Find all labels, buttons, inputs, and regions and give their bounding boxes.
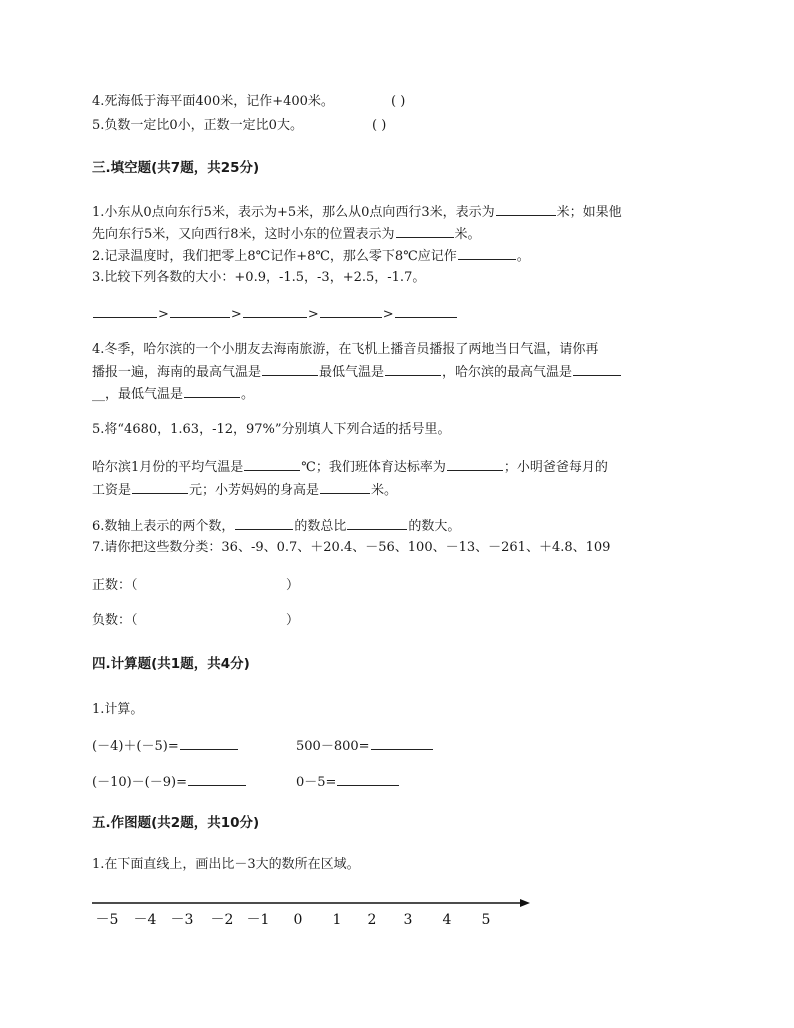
judge-q5-text: 5.负数一定比0小，正数一定比0大。: [92, 118, 303, 133]
fill-q5-text-b: ℃；我们班体育达标率为: [301, 460, 446, 475]
fill-q5-text-a: 哈尔滨1月份的平均气温是: [92, 460, 244, 475]
number-line-tick-label: 2: [367, 912, 377, 928]
number-line-tick-label: 4: [442, 912, 452, 928]
draw-q1: 1.在下面直线上，画出比－3大的数所在区域。: [92, 857, 360, 872]
number-line-tick-label: －4: [133, 912, 157, 928]
calc-expr-2-text: 500－800=: [296, 739, 370, 754]
fill-q6-text-c: 的数大。: [408, 519, 461, 534]
fill-q1-text-c: 先向东行5米，又向西行8米，这时小东的位置表示为: [92, 227, 395, 242]
number-line-tick-label: 5: [481, 912, 491, 928]
fill-q4-text-d: ，哈尔滨的最高气温是: [442, 365, 573, 380]
fill-q4-text-c: 最低气温是: [319, 365, 385, 380]
number-line-arrow-icon: [520, 899, 530, 907]
greater-than-sign: >: [307, 307, 319, 322]
calc-q1: 1.计算。: [92, 702, 144, 717]
fill-q6-text-a: 6.数轴上表示的两个数，: [92, 519, 235, 534]
positive-close-paren: ）: [286, 578, 300, 593]
negative-close-paren: ）: [286, 613, 300, 628]
fill-q7: 7.请你把这些数分类：36、-9、0.7、＋20.4、－56、100、－13、－261、＋4.8、109: [92, 540, 611, 555]
number-line-tick-label: 1: [332, 912, 342, 928]
fill-q4-text-f: 。: [241, 387, 255, 402]
greater-than-sign: >: [158, 307, 169, 322]
greater-than-sign: >: [230, 307, 242, 322]
fill-q2-text-a: 2.记录温度时，我们把零上8℃记作+8℃，那么零下8℃应记作: [92, 249, 457, 264]
number-line-tick-label: 0: [293, 912, 303, 928]
number-line-tick-label: －1: [246, 912, 270, 928]
negative-numbers-label: 负数：（: [92, 613, 138, 628]
calc-expr-4-text: 0－5=: [296, 775, 337, 790]
calc-expr-1-text: (－4)＋(－5)=: [92, 739, 179, 754]
calc-expr-3-text: (－10)－(－9)=: [92, 775, 187, 790]
number-line-tick-label: 3: [403, 912, 413, 928]
judge-q5-answer[interactable]: ( ): [372, 118, 387, 133]
fill-q2-text-b: 。: [516, 249, 530, 264]
fill-q5-text-d: 工资是: [92, 483, 132, 498]
greater-than-sign: >: [382, 307, 394, 322]
section-calc-heading: 四.计算题(共1题，共4分): [92, 656, 250, 672]
fill-q4-line1: 4.冬季，哈尔滨的一个小朋友去海南旅游，在飞机上播音员播报了两地当日气温，请你再: [92, 342, 599, 357]
fill-q1-text-b: 米；如果他: [556, 205, 622, 220]
fill-q5-text-e: 元；小芳妈妈的身高是: [189, 483, 320, 498]
fill-q1-text-a: 1.小东从0点向东行5米，表示为+5米，那么从0点向西行3米，表示为: [92, 205, 495, 220]
section-fill-heading: 三.填空题(共7题，共25分): [92, 160, 260, 176]
fill-q6-text-b: 的数总比: [294, 519, 347, 534]
section-draw-heading: 五.作图题(共2题，共10分): [92, 815, 260, 831]
fill-q5: 5.将“4680，1.63，-12，97%”分别填人下列合适的括号里。: [92, 422, 451, 437]
fill-q3: 3.比较下列各数的大小：+0.9，-1.5，-3，+2.5，-1.7。: [92, 270, 426, 285]
fill-q1-text-d: 米。: [454, 227, 481, 242]
judge-q4-text: 4.死海低于海平面400米，记作+400米。: [92, 94, 334, 109]
fill-q5-text-c: ；小明爸爸每月的: [503, 460, 608, 475]
fill-q4-text-e: __，最低气温是: [92, 387, 184, 402]
positive-numbers-label: 正数：（: [92, 578, 138, 593]
number-line-ticks: [96, 912, 491, 928]
number-line-tick-label: －5: [95, 912, 119, 928]
fill-q5-text-f: 米。: [371, 483, 398, 498]
number-line-tick-label: －3: [170, 912, 194, 928]
number-line-tick-label: －2: [210, 912, 234, 928]
fill-q4-text-b: 播报一遍，海南的最高气温是: [92, 365, 262, 380]
judge-q4-answer[interactable]: ( ): [391, 94, 406, 109]
